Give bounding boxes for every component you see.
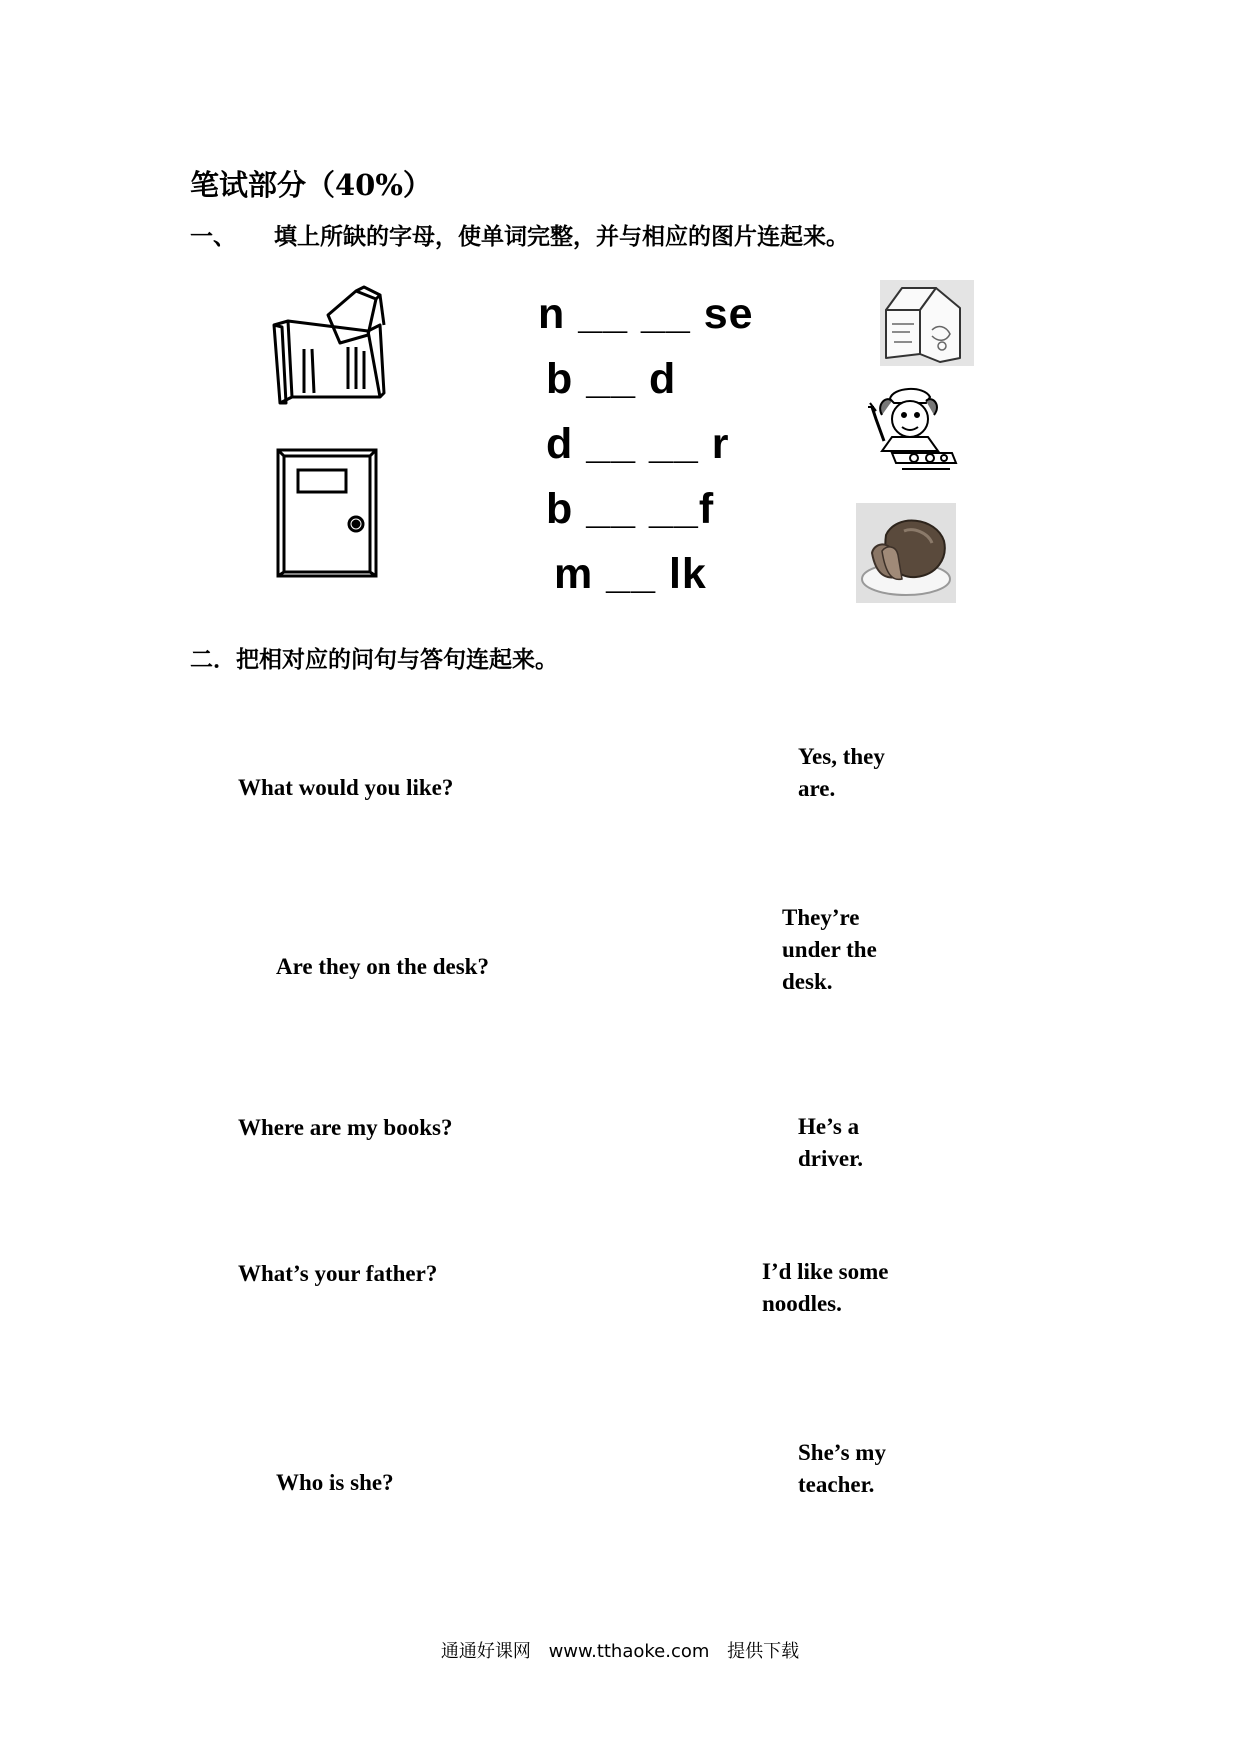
page-title: 笔试部分（40%） [190, 168, 432, 202]
footer [0, 1637, 1240, 1663]
question-2: Are they on the desk? [276, 954, 489, 979]
footer-url[interactable]: www.tthaoke.com [548, 1641, 710, 1662]
footer-suffix: 提供下载 [727, 1641, 800, 1662]
bed-icon [268, 285, 398, 419]
section1-heading [190, 218, 849, 251]
section1-number: 一、 [190, 223, 236, 250]
section1-instruction: 填上所缺的字母，使单词完整，并与相应的图片连起来。 [274, 223, 849, 250]
milk-carton-icon [880, 280, 974, 370]
word-blank-2: b __ d [546, 355, 677, 403]
answer-4: I’d like some noodles. [762, 1259, 889, 1316]
answer-2: They’re under the desk. [782, 905, 877, 994]
answer-5: She’s my teacher. [798, 1440, 886, 1497]
word-blank-3: d __ __ r [546, 420, 730, 468]
answer-3: He’s a driver. [798, 1114, 863, 1171]
word-blank-4: b __ __f [546, 485, 715, 533]
question-4: What’s your father? [238, 1261, 438, 1286]
section2-heading: 二．把相对应的问句与答句连起来。 [190, 646, 558, 673]
question-3: Where are my books? [238, 1115, 453, 1140]
question-1: What would you like? [238, 775, 454, 800]
beef-icon [856, 503, 956, 607]
answer-1: Yes, they are. [798, 744, 885, 801]
question-5: Who is she? [276, 1470, 394, 1495]
word-blank-1: n __ __ se [538, 290, 754, 338]
door-icon [272, 446, 382, 585]
footer-site-name: 通通好课网 [440, 1641, 531, 1662]
nurse-icon [862, 381, 962, 481]
word-blank-5: m __ lk [554, 550, 707, 598]
